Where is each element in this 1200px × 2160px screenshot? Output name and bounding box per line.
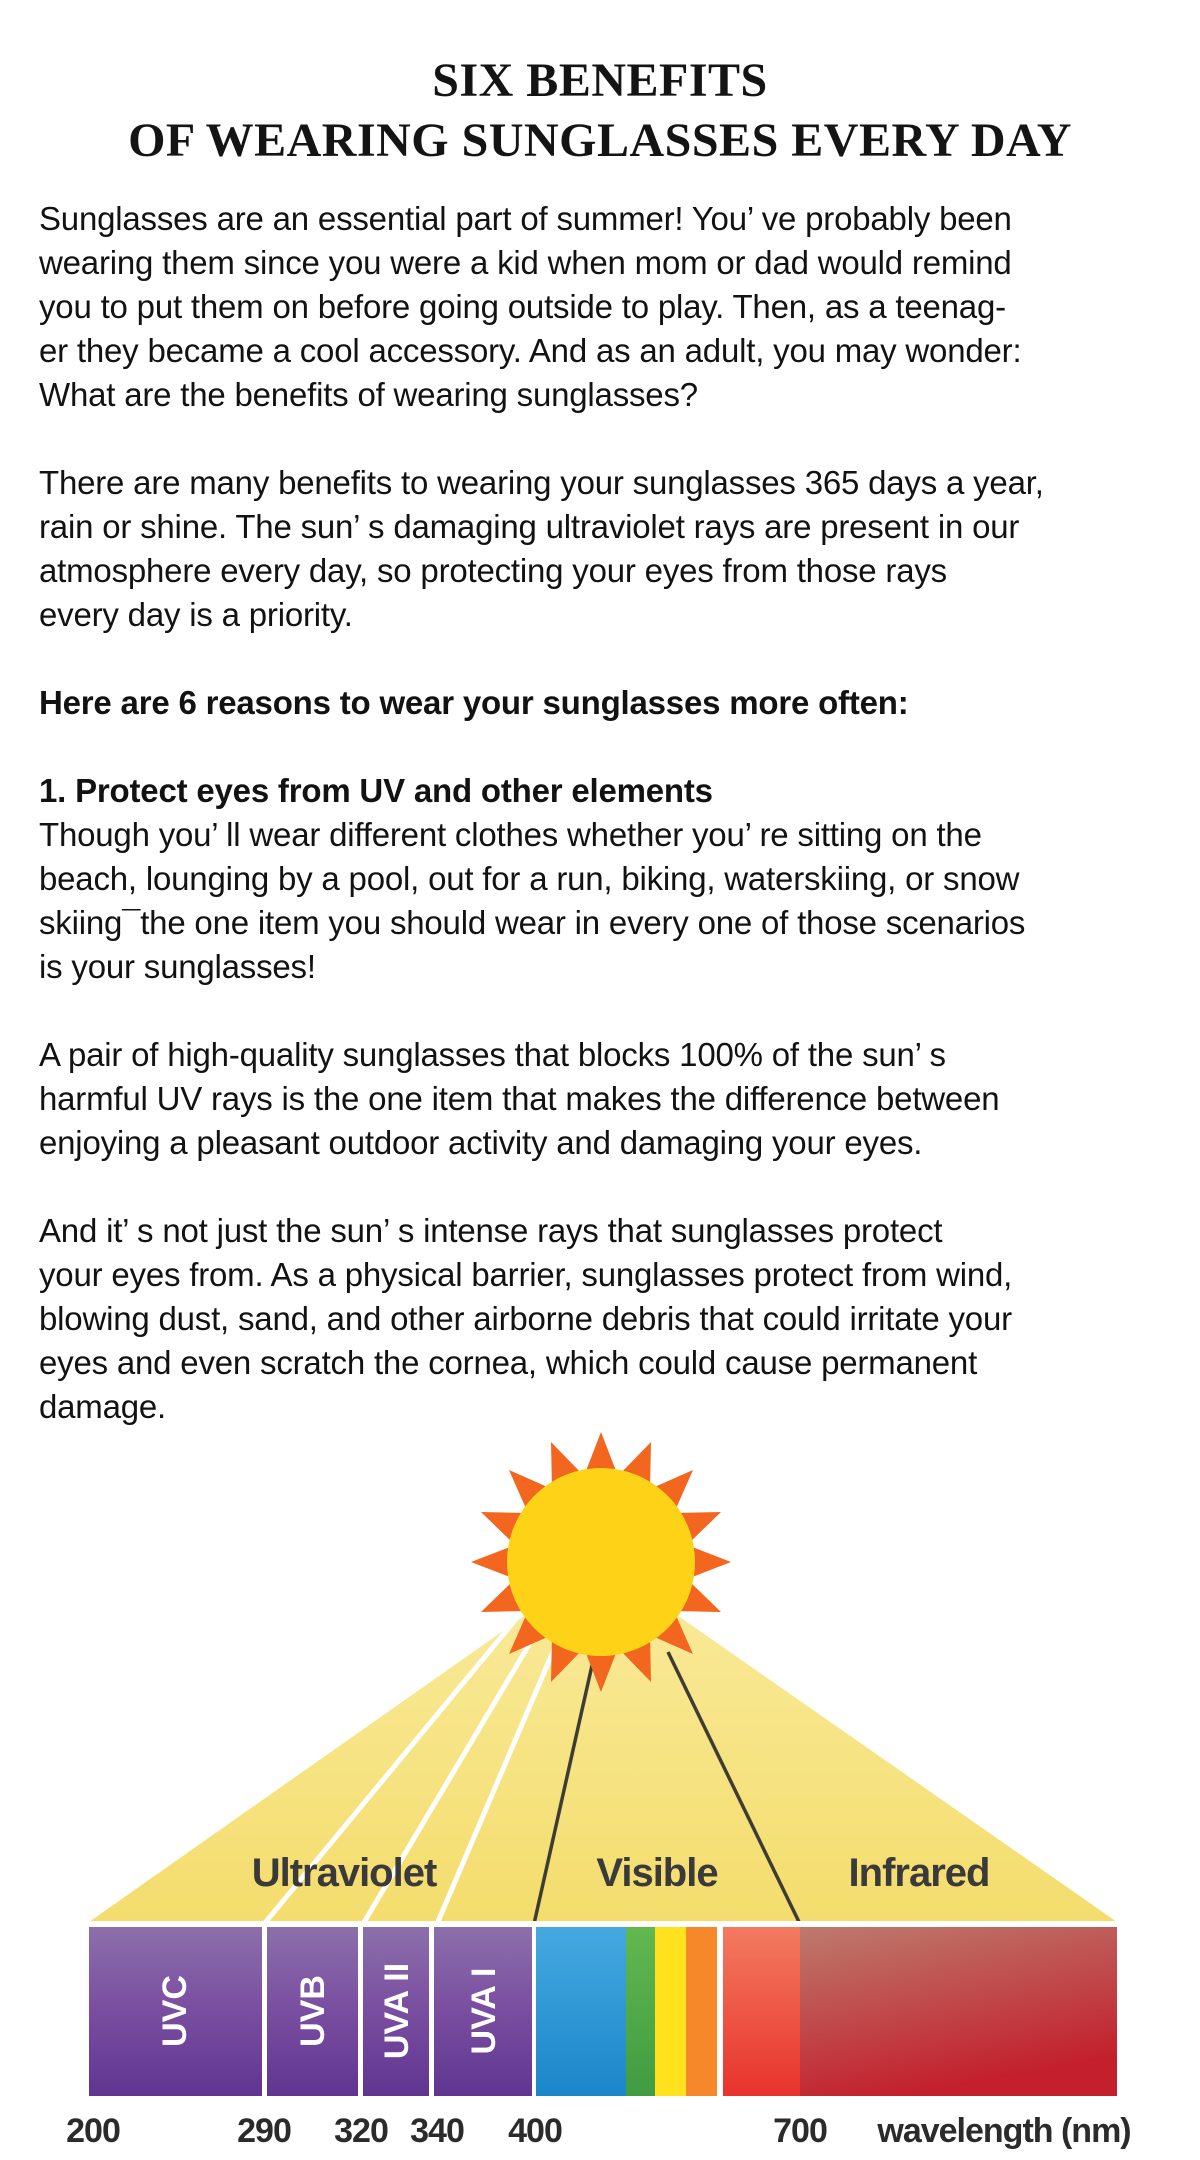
wavelength-tick-400: 400 (508, 2112, 562, 2150)
spectrum-segment-green (626, 1927, 655, 2096)
segment-divider (262, 1923, 267, 2096)
wavelength-tick-700: 700 (773, 2112, 827, 2150)
wavelength-axis-label: wavelength (nm) (877, 2112, 1131, 2150)
uv-band-label-uva2: UVA II (378, 1962, 416, 2060)
wavelength-tick-340: 340 (410, 2112, 464, 2150)
text-line: beach, lounging by a pool, out for a run, biking, waterskiing, or snow (39, 860, 1020, 897)
text-line: skiing¯the one item you should wear in every one of those scenarios (39, 904, 1026, 941)
title-line-1: SIX BENEFITS (432, 54, 768, 107)
sun-icon (471, 1432, 731, 1692)
reason-1-paragraph-2 (39, 1033, 1179, 1165)
text-line: Sunglasses are an essential part of summer! You’ ve probably been (39, 200, 1012, 237)
spectrum-segment-red (723, 1927, 800, 2096)
spectrum-segment-orange (686, 1927, 717, 2096)
text-line: you to put them on before going outside to play. Then, as a teenag- (39, 288, 1006, 325)
uv-band-label-uva1: UVA I (465, 1967, 503, 2055)
spectrum-bar (89, 1921, 1117, 2096)
text-line: enjoying a pleasant outdoor activity and damaging your eyes. (39, 1124, 923, 1161)
title-line-2: OF WEARING SUNGLASSES EVERY DAY (128, 114, 1072, 167)
text-line: every day is a priority. (39, 596, 353, 633)
text-line: damage. (39, 1388, 167, 1425)
wavelength-tick-290: 290 (237, 2112, 291, 2150)
text-line: blowing dust, sand, and other airborne debris that could irritate your (39, 1300, 1012, 1337)
text-line: rain or shine. The sun’ s damaging ultraviolet rays are present in our (39, 508, 1020, 545)
reason-1-heading: 1. Protect eyes from UV and other elements (39, 772, 713, 809)
segment-divider (358, 1923, 363, 2096)
spectrum-diagram (0, 1400, 1200, 2160)
text-line: harmful UV rays is the one item that makes the difference between (39, 1080, 1000, 1117)
wavelength-tick-200: 200 (66, 2112, 120, 2150)
text-line: Though you’ ll wear different clothes whether you’ re sitting on the (39, 816, 982, 853)
intro-paragraph-1 (39, 197, 1179, 417)
segment-divider (717, 1923, 723, 2096)
text-line: A pair of high-quality sunglasses that blocks 100% of the sun’ s (39, 1036, 946, 1073)
segment-divider (532, 1923, 536, 2096)
text-line: atmosphere every day, so protecting your eyes from those rays (39, 552, 947, 589)
uv-band-label-uvc: UVC (156, 1975, 194, 2047)
intro-paragraph-2 (39, 461, 1179, 637)
reason-1-paragraph-3 (39, 1209, 1179, 1429)
reason-1-section (39, 769, 1179, 989)
spectrum-bar-top-border (89, 1921, 1117, 1927)
section-heading: Here are 6 reasons to wear your sunglasses more often: (39, 684, 909, 721)
spectrum-segment-yellow (655, 1927, 686, 2096)
text-line: What are the benefits of wearing sunglasses? (39, 376, 698, 413)
region-label-ultraviolet: Ultraviolet (251, 1851, 437, 1895)
text-line: There are many benefits to wearing your sunglasses 365 days a year, (39, 464, 1044, 501)
wavelength-tick-320: 320 (334, 2112, 388, 2150)
spectrum-segment-infrared (800, 1927, 1117, 2096)
text-line: your eyes from. As a physical barrier, sunglasses protect from wind, (39, 1256, 1013, 1293)
text-line: er they became a cool accessory. And as an adult, you may wonder: (39, 332, 1022, 369)
uv-band-label-uvb: UVB (294, 1975, 332, 2047)
region-label-infrared: Infrared (848, 1851, 990, 1895)
page-title (0, 51, 1200, 171)
text-line: And it’ s not just the sun’ s intense rays that sunglasses protect (39, 1212, 943, 1249)
spectrum-segment-blue (536, 1927, 626, 2096)
segment-divider (429, 1923, 434, 2096)
region-label-visible: Visible (596, 1851, 718, 1895)
text-line: is your sunglasses! (39, 948, 316, 985)
text-line: wearing them since you were a kid when mom or dad would remind (39, 244, 1012, 281)
text-line: eyes and even scratch the cornea, which could cause permanent (39, 1344, 978, 1381)
sun-core (507, 1468, 695, 1656)
